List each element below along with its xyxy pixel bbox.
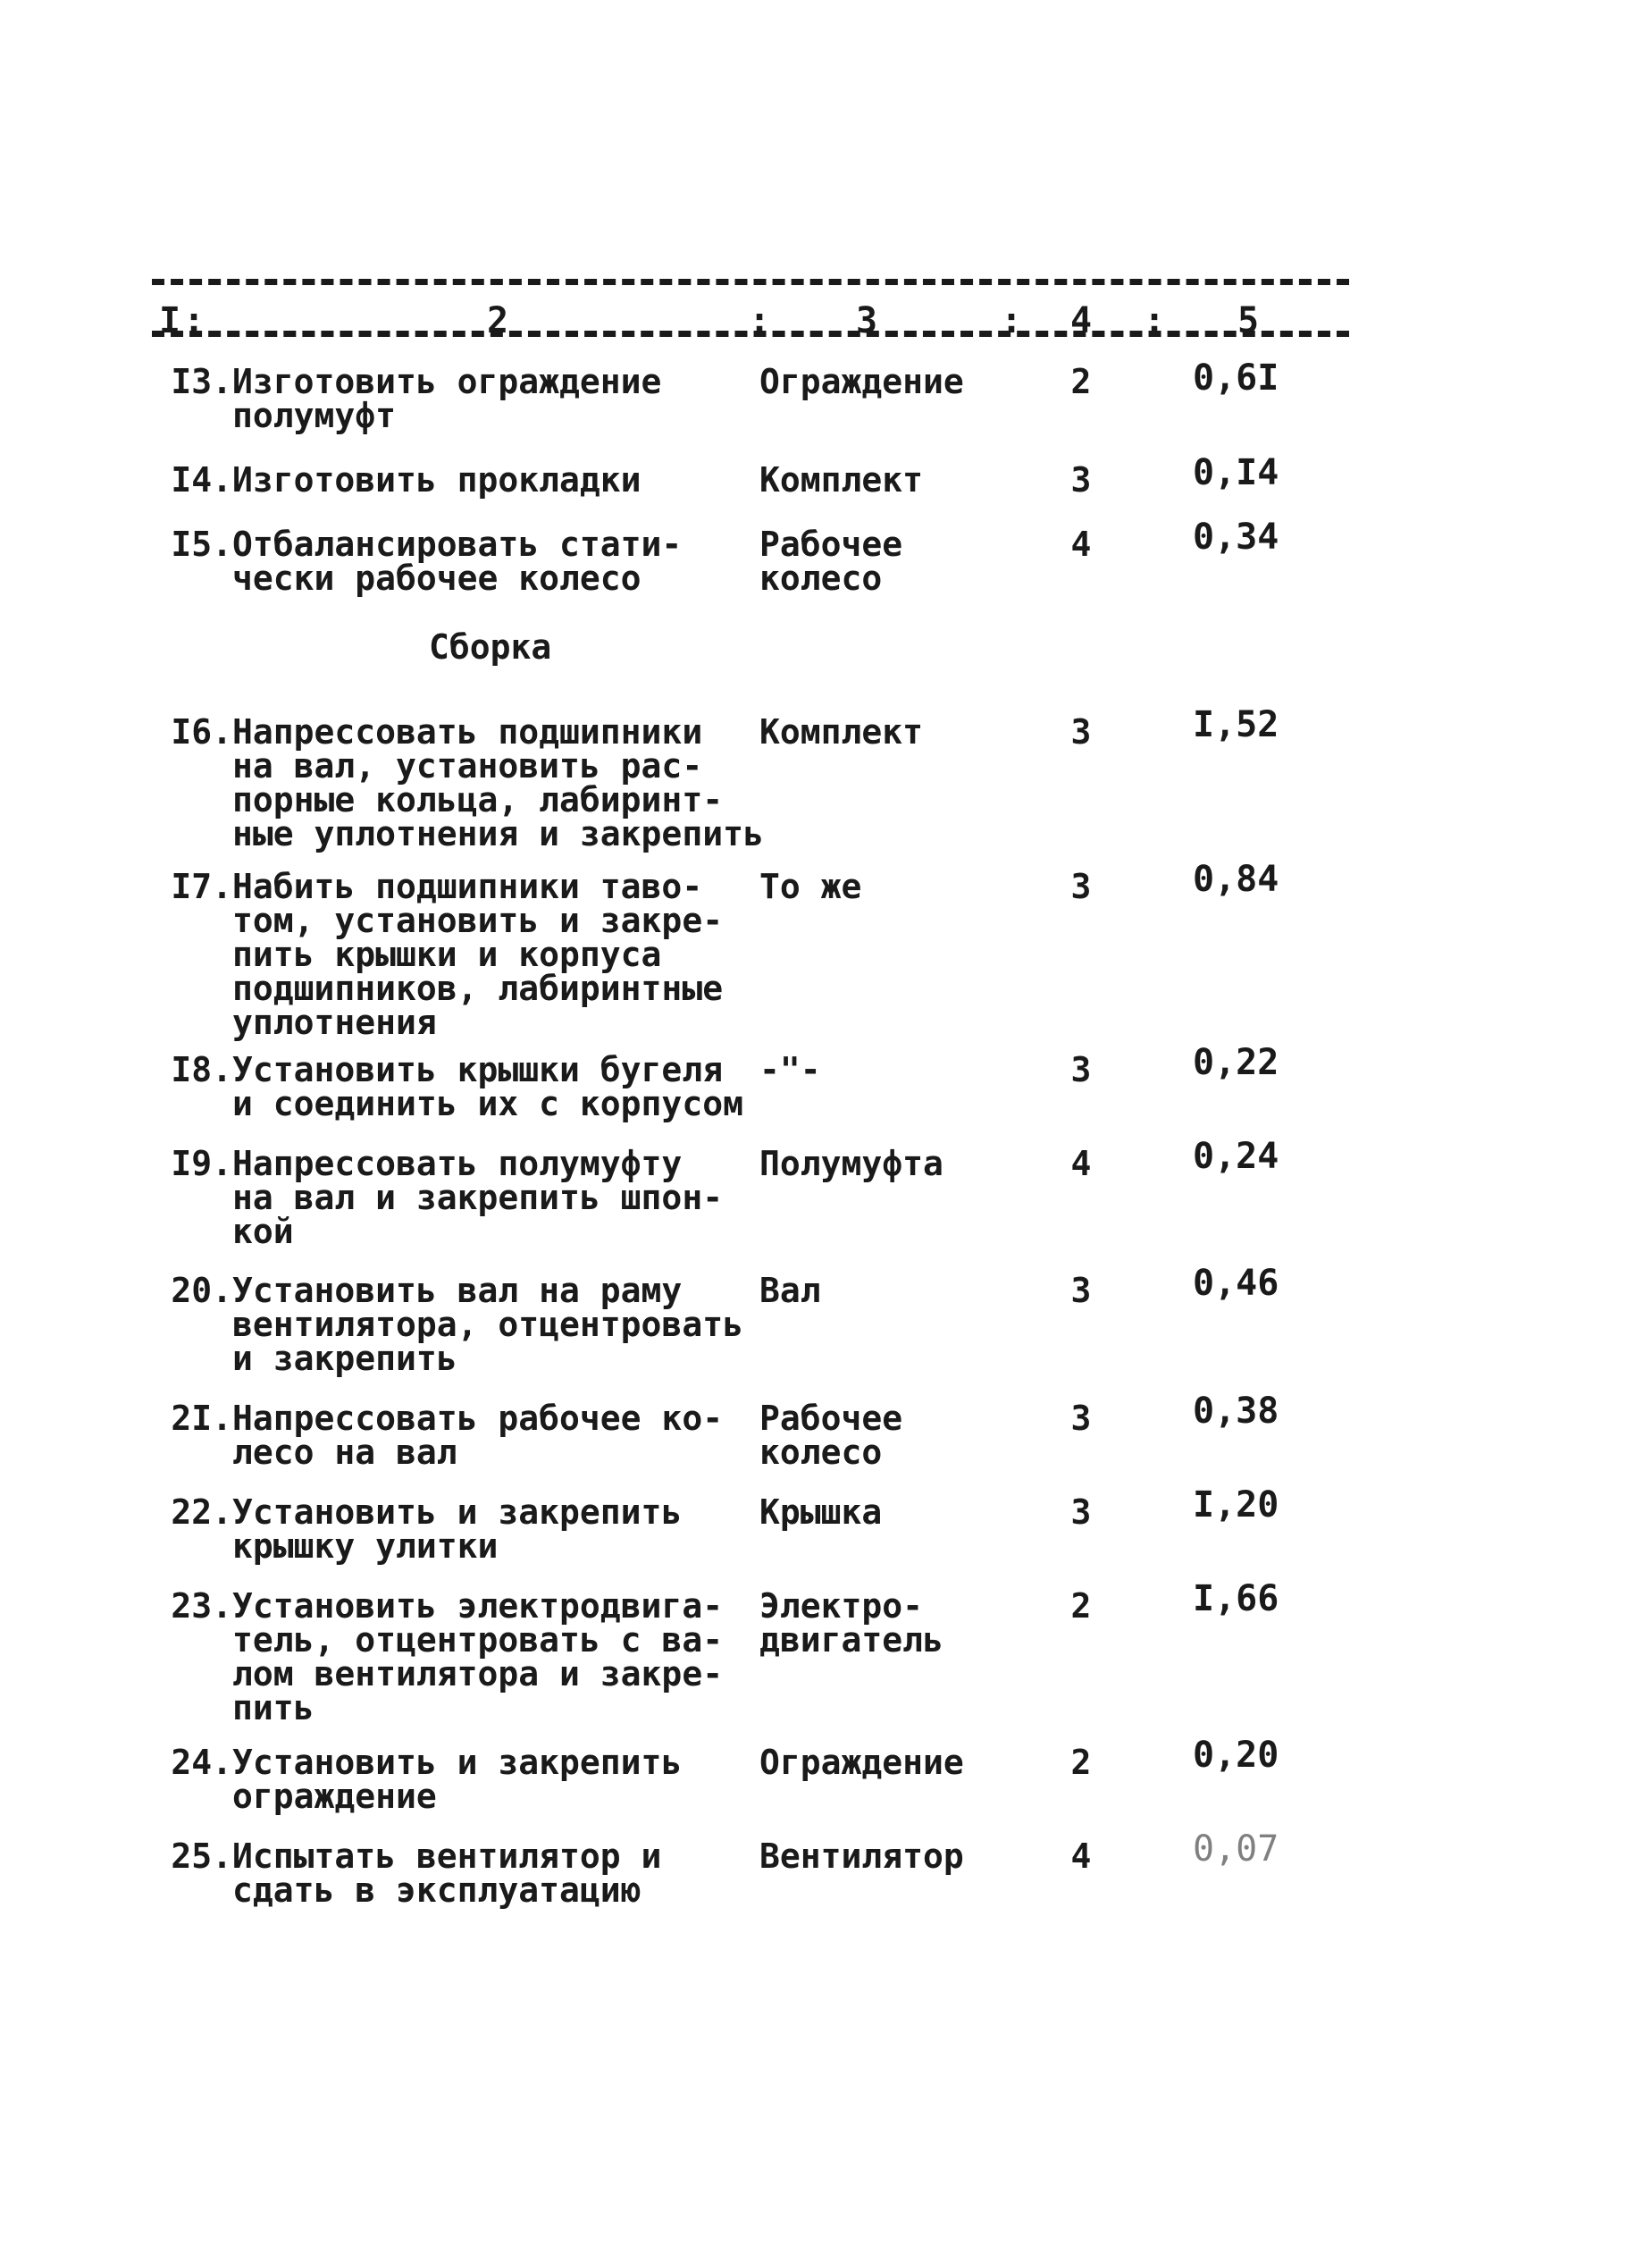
row-time: 0,22: [1193, 1042, 1279, 1083]
row-number: I8.: [171, 1050, 232, 1089]
row-object: Комплект: [759, 460, 924, 500]
row-number: I7.: [171, 867, 232, 906]
row-number: I9.: [171, 1144, 232, 1183]
row-time: I,66: [1193, 1578, 1279, 1619]
row-number: I5.: [171, 525, 232, 564]
header-col-1: I: [159, 300, 181, 341]
row-operation: Изготовить прокладки: [232, 460, 642, 500]
row-category: 4: [1070, 1836, 1092, 1876]
row-operation: Напрессовать полумуфту на вал и закрепить шпон- кой: [232, 1144, 724, 1251]
row-time: 0,07: [1193, 1828, 1279, 1870]
row-number: 20.: [171, 1271, 232, 1310]
row-category: 3: [1070, 1050, 1092, 1089]
row-object: Крышка: [759, 1492, 883, 1532]
header-separator: :: [1144, 300, 1166, 341]
row-object: Вентилятор: [759, 1836, 964, 1876]
row-time: 0,84: [1193, 859, 1279, 900]
row-category: 3: [1070, 1399, 1092, 1438]
row-time: I,52: [1193, 704, 1279, 745]
row-operation: Отбалансировать стати- чески рабочее колесо: [232, 525, 683, 598]
header-col-2: 2: [487, 300, 509, 341]
row-category: 3: [1070, 1271, 1092, 1310]
row-number: 25.: [171, 1836, 232, 1876]
header-col-5: 5: [1237, 300, 1260, 341]
row-category: 3: [1070, 1492, 1092, 1532]
row-object: Ограждение: [759, 1743, 964, 1782]
row-operation: Напрессовать подшипники на вал, установить рас- порные кольца, лабиринт- ные уплотнения и закрепить: [232, 712, 764, 853]
row-category: 3: [1070, 867, 1092, 906]
row-category: 2: [1070, 362, 1092, 401]
row-category: 3: [1070, 460, 1092, 500]
row-time: I,20: [1193, 1484, 1279, 1525]
row-category: 3: [1070, 712, 1092, 752]
row-number: 22.: [171, 1492, 232, 1532]
row-operation: Установить электродвига- тель, отцентровать с ва- лом вентилятора и закре- пить: [232, 1586, 724, 1727]
row-operation: Установить и закрепить крышку улитки: [232, 1492, 683, 1566]
row-object: -"-: [759, 1050, 821, 1089]
header-separator: :: [749, 300, 771, 341]
header-separator: :: [183, 300, 205, 341]
row-time: 0,38: [1193, 1391, 1279, 1432]
row-time: 0,20: [1193, 1735, 1279, 1776]
row-category: 2: [1070, 1586, 1092, 1626]
header-separator: :: [1001, 300, 1023, 341]
row-time: 0,46: [1193, 1263, 1279, 1304]
row-object: Электро- двигатель: [759, 1586, 943, 1660]
row-time: 0,34: [1193, 517, 1279, 558]
row-time: 0,24: [1193, 1136, 1279, 1177]
row-number: I6.: [171, 712, 232, 752]
row-category: 4: [1070, 1144, 1092, 1183]
header-col-3: 3: [856, 300, 878, 341]
row-time: 0,I4: [1193, 452, 1279, 493]
row-category: 2: [1070, 1743, 1092, 1782]
row-object: Ограждение: [759, 362, 964, 401]
row-number: 2I.: [171, 1399, 232, 1438]
row-number: 23.: [171, 1586, 232, 1626]
row-time: 0,6I: [1193, 357, 1279, 399]
row-operation: Установить крышки бугеля и соединить их с корпусом: [232, 1050, 743, 1123]
row-number: I3.: [171, 362, 232, 401]
row-object: Вал: [759, 1271, 821, 1310]
section-title: Сборка: [429, 627, 552, 667]
row-operation: Испытать вентилятор и сдать в эксплуатацию: [232, 1836, 662, 1910]
row-object: Рабочее колесо: [759, 1399, 903, 1472]
row-operation: Напрессовать рабочее ко- лесо на вал: [232, 1399, 724, 1472]
table-top-rule: [152, 279, 1349, 285]
header-col-4: 4: [1070, 300, 1093, 341]
row-number: 24.: [171, 1743, 232, 1782]
row-category: 4: [1070, 525, 1092, 564]
row-object: Рабочее колесо: [759, 525, 903, 598]
row-operation: Установить и закрепить ограждение: [232, 1743, 683, 1816]
row-object: Полумуфта: [759, 1144, 943, 1183]
row-operation: Набить подшипники таво- том, установить и закре- пить крышки и корпуса подшипников, лабиринтные уплотнения: [232, 867, 724, 1042]
row-operation: Изготовить ограждение полумуфт: [232, 362, 662, 435]
row-object: То же: [759, 867, 862, 906]
row-object: Комплект: [759, 712, 924, 752]
row-operation: Установить вал на раму вентилятора, отцентровать и закрепить: [232, 1271, 743, 1378]
row-number: I4.: [171, 460, 232, 500]
